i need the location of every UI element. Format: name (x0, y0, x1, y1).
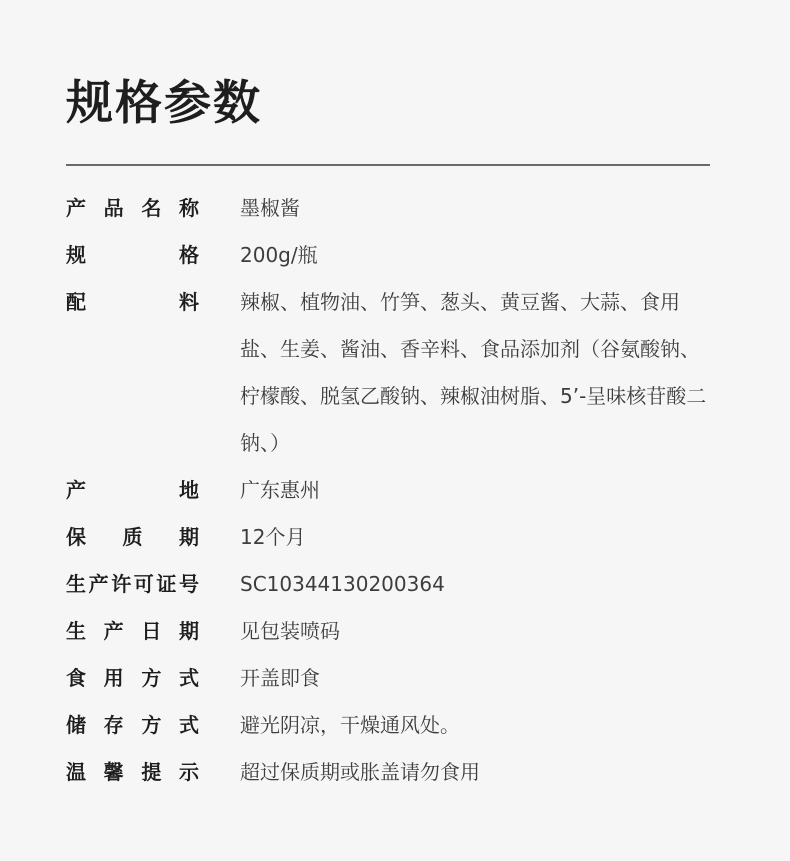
spec-value: 广东惠州 (240, 478, 320, 502)
page-title: 规格参数 (66, 76, 262, 131)
spec-row-storage (66, 702, 716, 749)
spec-row-origin (66, 467, 716, 514)
spec-label: 食 用 方 式 (66, 666, 199, 690)
spec-value: 200g/瓶 (240, 243, 318, 267)
spec-table (66, 185, 716, 796)
spec-value: 12个月 (240, 525, 306, 549)
spec-label: 规 格 (66, 243, 199, 267)
spec-value: 开盖即食 (240, 666, 320, 690)
spec-row-production-date (66, 608, 716, 655)
spec-label: 生 产 日 期 (66, 619, 199, 643)
spec-label: 配 料 (66, 290, 199, 314)
spec-label: 储 存 方 式 (66, 713, 199, 737)
spec-row-license (66, 561, 716, 608)
spec-row-usage (66, 655, 716, 702)
spec-label: 温 馨 提 示 (66, 760, 199, 784)
spec-value: 辣椒、植物油、竹笋、葱头、黄豆酱、大蒜、食用盐、生姜、酱油、香辛料、食品添加剂（谷氨酸钠、柠檬酸、脱氢乙酸钠、辣椒油树脂、5’-呈味核苷酸二钠、） (240, 290, 707, 455)
spec-label: 产 品 名 称 (66, 196, 199, 220)
title-divider (66, 164, 710, 166)
spec-value: SC10344130200364 (240, 572, 445, 596)
spec-row-notice (66, 749, 716, 796)
spec-value: 超过保质期或胀盖请勿食用 (240, 760, 480, 784)
spec-label: 产 地 (66, 478, 199, 502)
spec-row-shelf-life (66, 514, 716, 561)
spec-value: 避光阴凉，干燥通风处。 (240, 713, 460, 737)
spec-label: 保 质 期 (66, 525, 199, 549)
spec-value: 墨椒酱 (240, 196, 300, 220)
spec-value: 见包装喷码 (240, 619, 340, 643)
spec-row-ingredients (66, 279, 716, 467)
spec-label: 生 产 许 可 证 号 (66, 572, 199, 596)
spec-row-name (66, 185, 716, 232)
spec-row-size (66, 232, 716, 279)
